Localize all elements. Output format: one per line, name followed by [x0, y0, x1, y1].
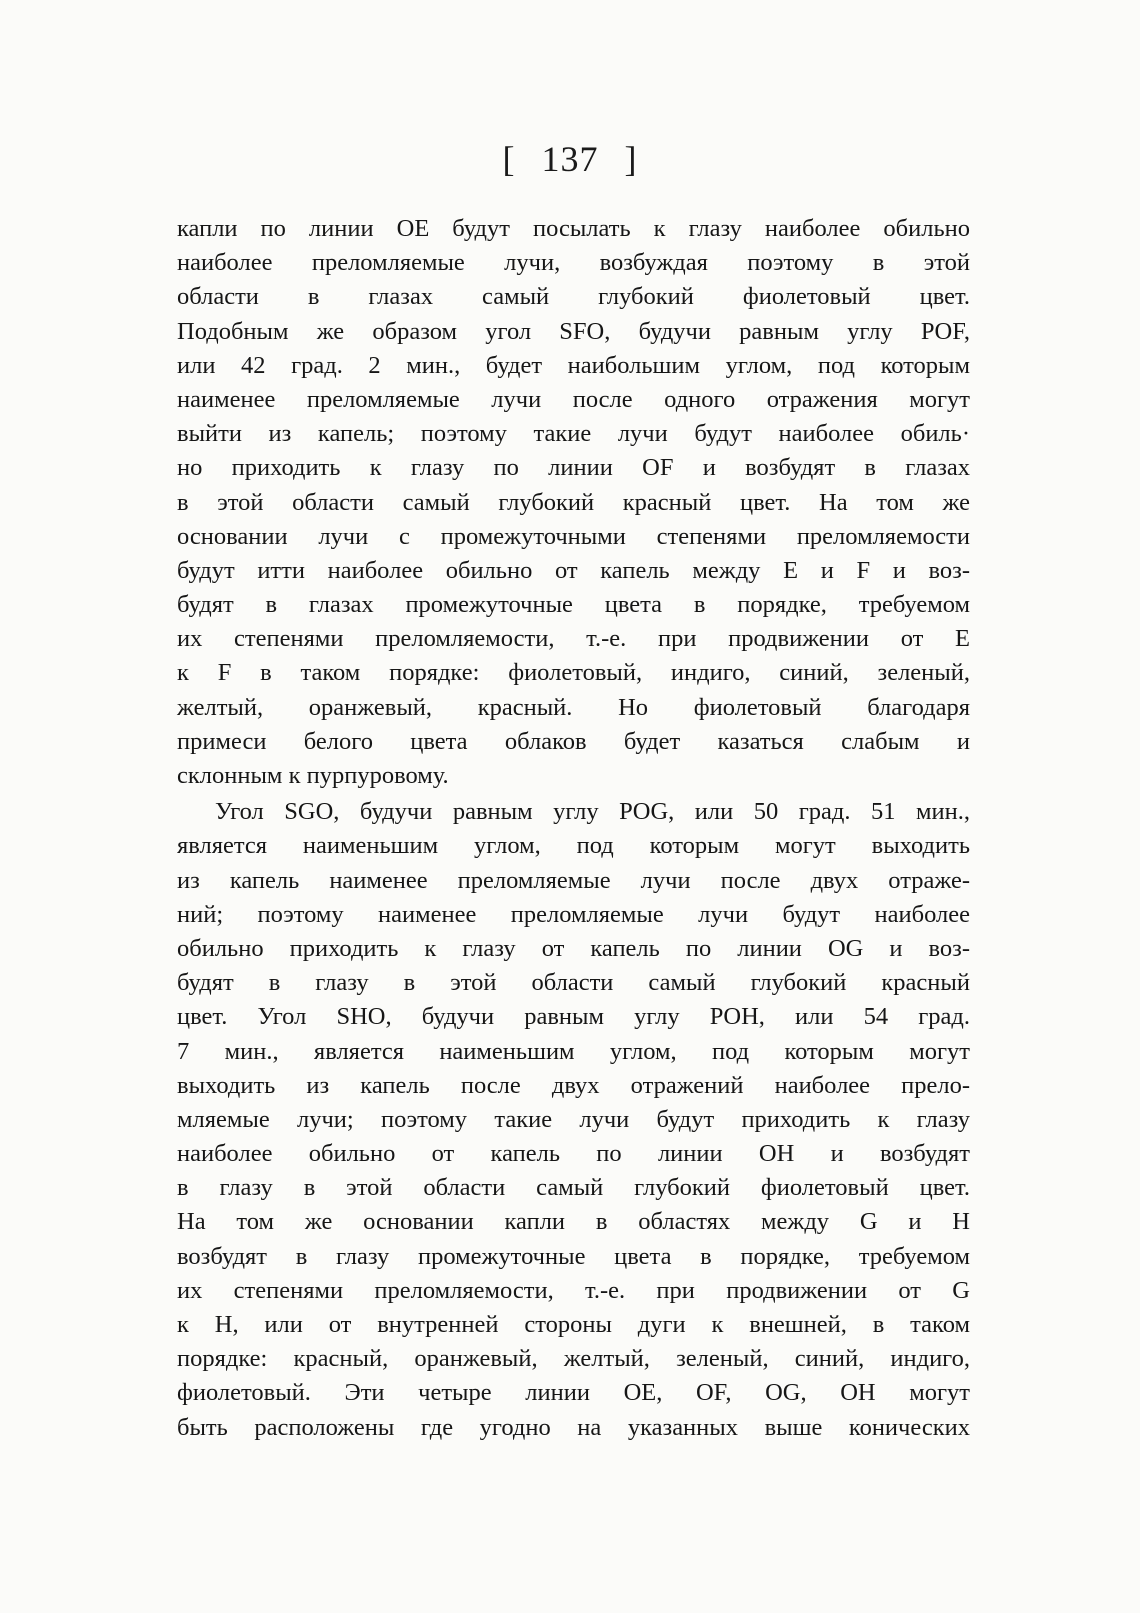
text-line: их степенями преломляемости, т.-е. при продвижении от E	[177, 625, 970, 653]
text-line: области в глазах самый глубокий фиолетовый цвет.	[177, 283, 970, 311]
text-line: является наименьшим углом, под которым могут выходить	[177, 832, 970, 860]
text-line: будят в глазу в этой области самый глубокий красный	[177, 969, 970, 997]
text-line: выходить из капель после двух отражений наиболее прело-	[177, 1071, 970, 1099]
paragraph-1	[177, 212, 970, 793]
text-line: основании лучи с промежуточными степенями преломляемости	[177, 522, 970, 550]
text-line: 7 мин., является наименьшим углом, под которым могут	[177, 1037, 970, 1065]
page-number: 137	[541, 139, 599, 179]
text-line: в глазу в этой области самый глубокий фиолетовый цвет.	[177, 1174, 970, 1202]
text-line: примеси белого цвета облаков будет казаться слабым и	[177, 727, 970, 755]
text-line: цвет. Угол SHO, будучи равным углу POH, или 54 град.	[177, 1003, 970, 1031]
text-line: склонным к пурпуровому.	[177, 762, 449, 789]
page-number-header	[0, 138, 1140, 180]
text-line: к F в таком порядке: фиолетовый, индиго, синий, зеленый,	[177, 659, 970, 687]
text-line: желтый, оранжевый, красный. Но фиолетовый благодаря	[177, 693, 970, 721]
text-line: их степенями преломляемости, т.-е. при продвижении от G	[177, 1276, 970, 1304]
text-line: наиболее обильно от капель по линии OH и возбудят	[177, 1140, 970, 1168]
text-line: порядке: красный, оранжевый, желтый, зеленый, синий, индиго,	[177, 1345, 970, 1373]
text-line: будут итти наиболее обильно от капель между E и F и воз-	[177, 556, 970, 584]
text-line: капли по линии OE будут посылать к глазу наиболее обильно	[177, 215, 970, 242]
text-line: возбудят в глазу промежуточные цвета в порядке, требуемом	[177, 1242, 970, 1270]
left-bracket: [	[502, 139, 516, 179]
text-line: в этой области самый глубокий красный цвет. На том же	[177, 488, 970, 516]
right-bracket: ]	[624, 139, 638, 179]
text-line: но приходить к глазу по линии OF и возбудят в глазах	[177, 454, 970, 482]
text-line: На том же основании капли в областях между G и H	[177, 1208, 970, 1236]
text-line: обильно приходить к глазу от капель по линии OG и воз-	[177, 934, 970, 962]
text-line: или 42 град. 2 мин., будет наибольшим углом, под которым	[177, 351, 970, 379]
text-line: быть расположены где угодно на указанных выше конических	[177, 1413, 970, 1441]
text-line: мляемые лучи; поэтому такие лучи будут приходить к глазу	[177, 1105, 970, 1133]
paragraph-2	[177, 795, 970, 1445]
text-line: фиолетовый. Эти четыре линии OE, OF, OG, OH могут	[177, 1379, 970, 1407]
text-line: наименее преломляемые лучи после одного отражения могут	[177, 385, 970, 413]
text-line: Подобным же образом угол SFO, будучи равным углу POF,	[177, 317, 970, 345]
text-line: выйти из капель; поэтому такие лучи будут наиболее обиль·	[177, 420, 970, 448]
body-text	[177, 212, 970, 1445]
text-line: к H, или от внутренней стороны дуги к внешней, в таком	[177, 1311, 970, 1338]
text-line: из капель наименее преломляемые лучи после двух отраже-	[177, 866, 970, 894]
text-line: ний; поэтому наименее преломляемые лучи будут наиболее	[177, 900, 970, 928]
text-line: наиболее преломляемые лучи, возбуждая поэтому в этой	[177, 249, 970, 277]
text-line: будят в глазах промежуточные цвета в порядке, требуемом	[177, 591, 970, 619]
text-line: Угол SGO, будучи равным углу POG, или 50 град. 51 мин.,	[215, 798, 970, 826]
